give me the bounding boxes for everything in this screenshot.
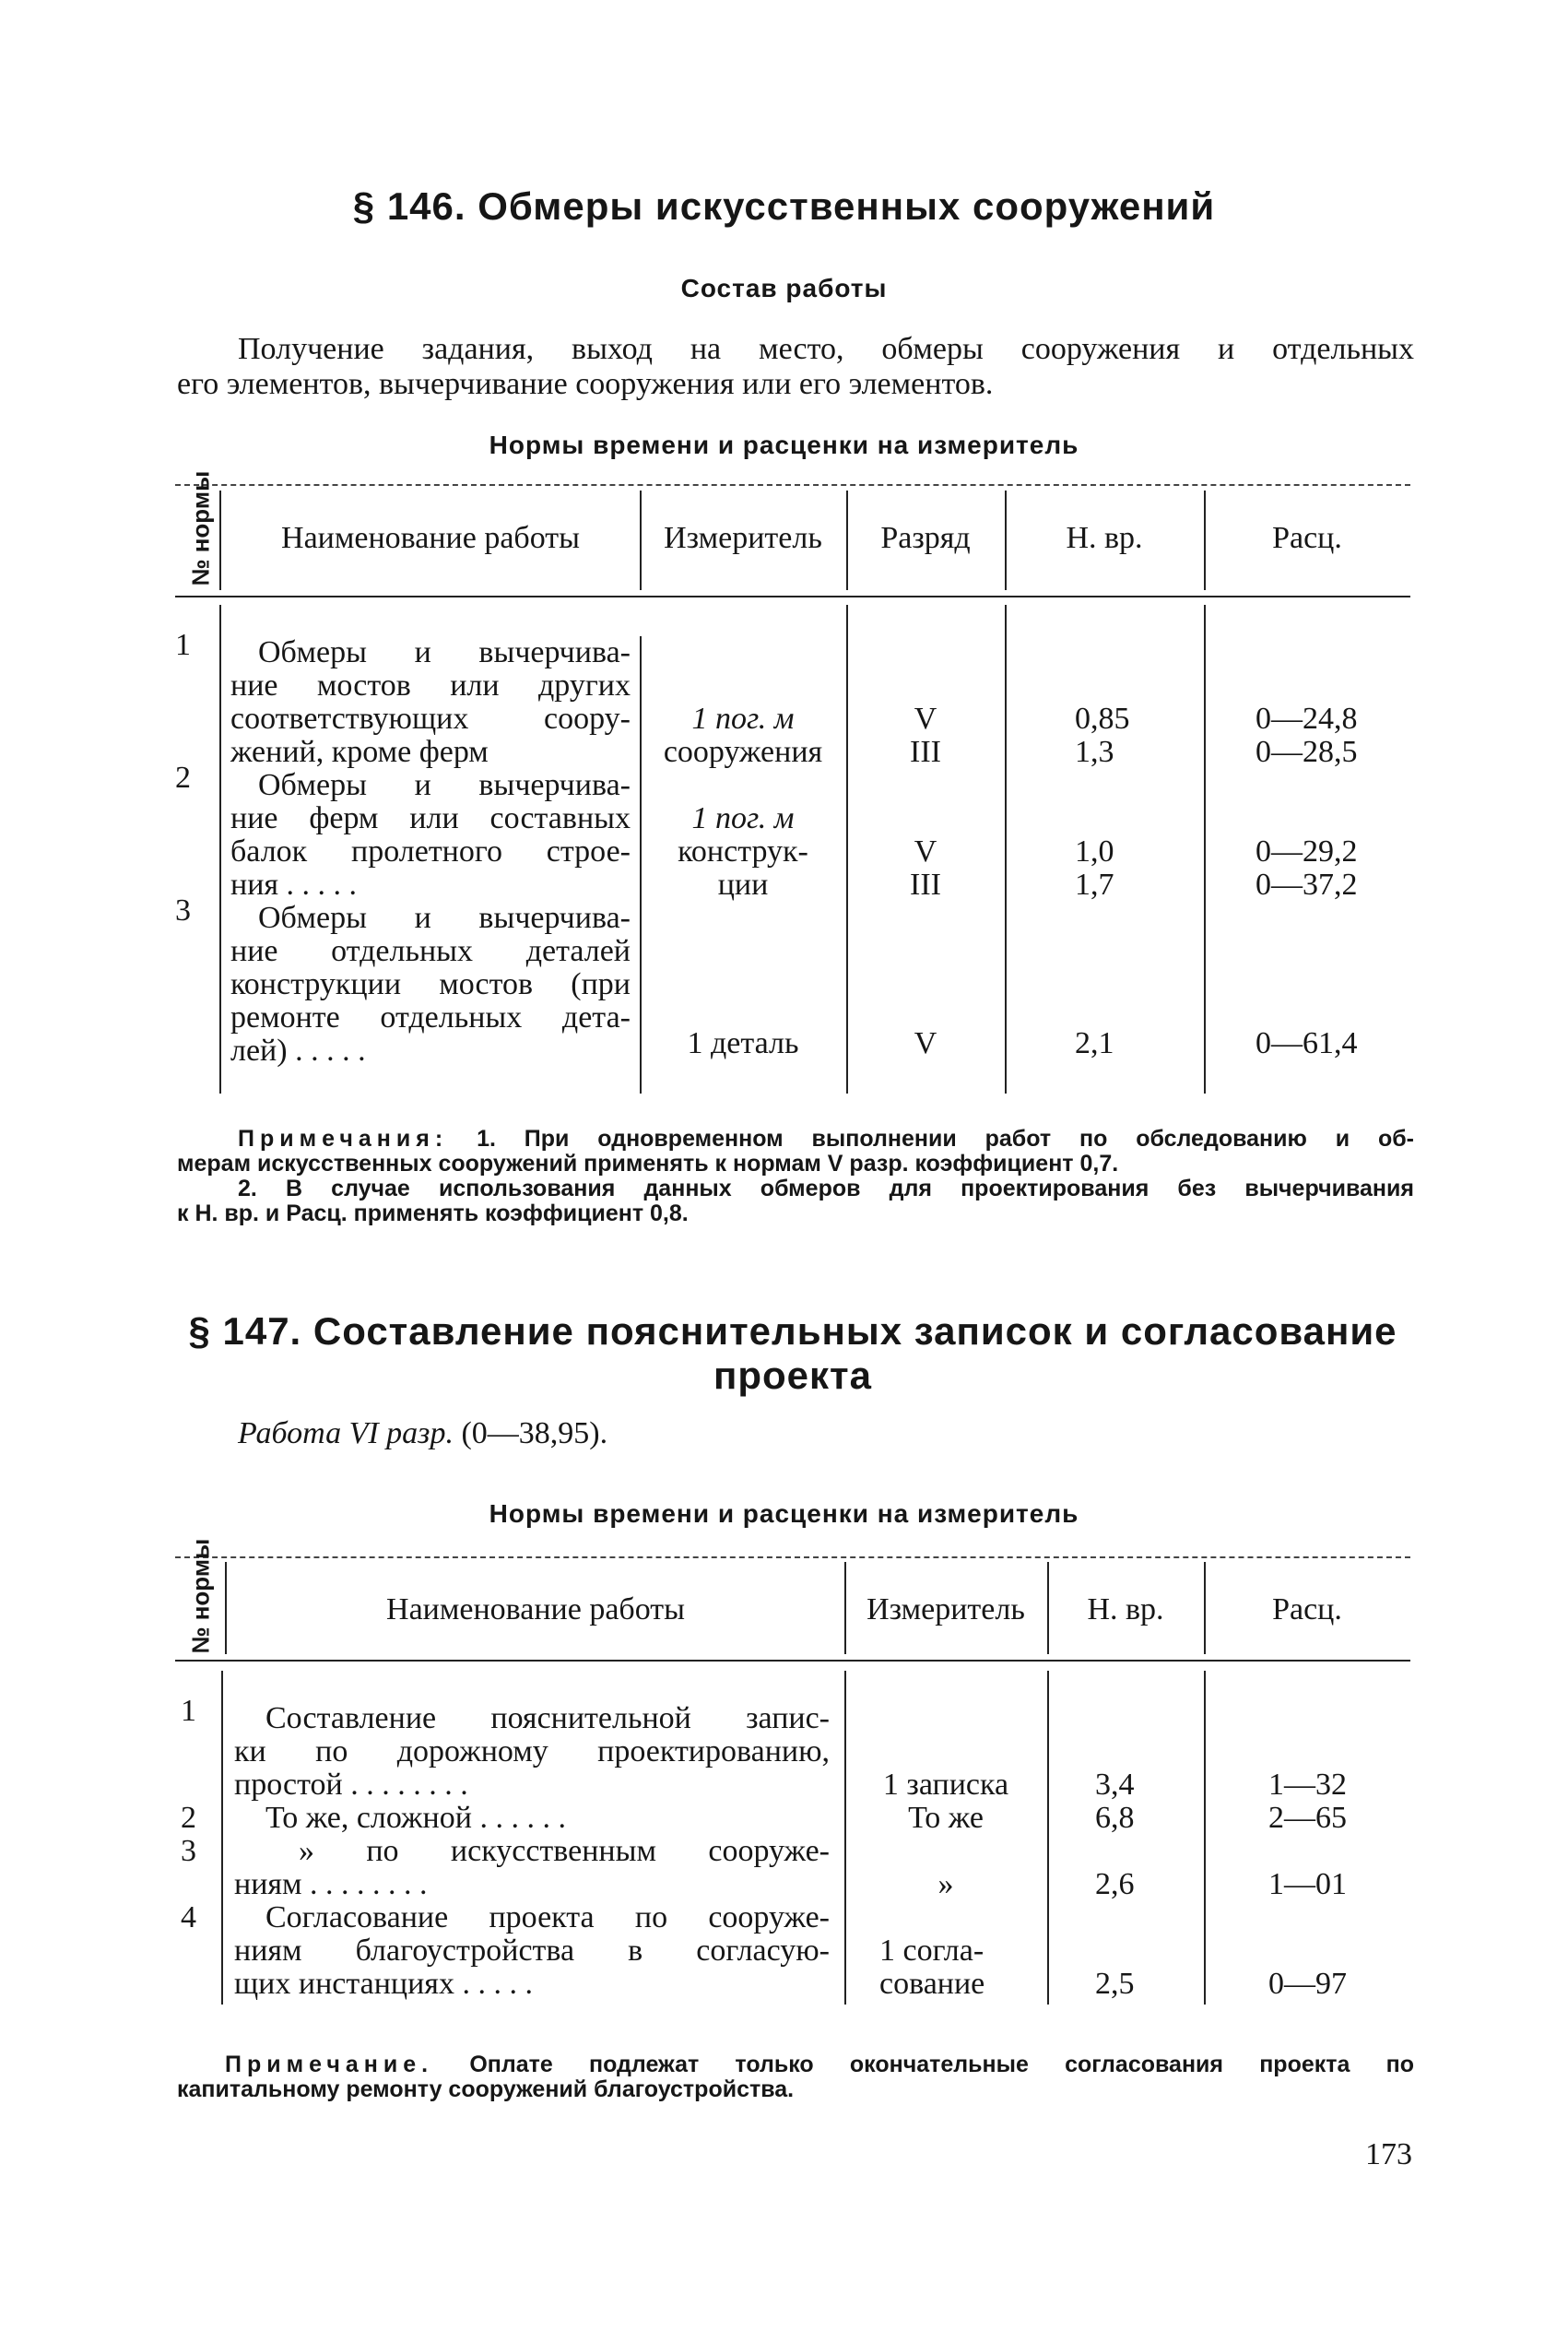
note-147-line2: капитальному ремонту сооружений благоустройства. bbox=[177, 2076, 795, 2102]
row-time-norm: 2,5 bbox=[1095, 1967, 1135, 2001]
row-time-norm: 0,85 bbox=[1075, 702, 1130, 736]
row-price: 0—24,8 bbox=[1256, 702, 1358, 736]
row-work-name-line: Составление пояснительной запис- bbox=[265, 1701, 830, 1735]
row-time-norm: 1,3 bbox=[1075, 735, 1114, 769]
header-work-name: Наименование работы bbox=[386, 1592, 685, 1626]
row-unit-line: 1 деталь bbox=[687, 1026, 799, 1060]
header-price: Расц. bbox=[1272, 1592, 1342, 1626]
notes-146-line2: мерам искусственных сооружений применять к нормам V разр. коэффициент 0,7. bbox=[177, 1151, 1119, 1177]
row-number: 3 bbox=[175, 893, 191, 928]
row-work-name-line: ки по дорожному проектированию, bbox=[234, 1734, 830, 1768]
row-work-name-line: ние отдельных деталей bbox=[230, 934, 631, 968]
header-time-norm: Н. вр. bbox=[1066, 521, 1143, 555]
row-grade: III bbox=[910, 735, 941, 769]
row-number: 2 bbox=[175, 761, 191, 795]
row-work-name-line: конструкции мостов (при bbox=[230, 967, 631, 1001]
row-price: 0—61,4 bbox=[1256, 1026, 1358, 1060]
row-unit: То же bbox=[908, 1801, 984, 1835]
row-unit-line: сование bbox=[879, 1967, 985, 2001]
row-price: 0—28,5 bbox=[1256, 735, 1358, 769]
row-work-name-line: Обмеры и вычерчива- bbox=[258, 901, 631, 935]
row-time-norm: 6,8 bbox=[1095, 1801, 1135, 1835]
notes-146-line1: Примечания: 1. При одновременном выполнении работ по обследованию и об- bbox=[238, 1126, 1414, 1152]
row-grade: III bbox=[910, 868, 941, 902]
work-grade-line: Работа VI разр. (0—38,95). bbox=[238, 1416, 608, 1450]
notes-146-line3: 2. В случае использования данных обмеров для проектирования без вычерчивания bbox=[238, 1176, 1414, 1201]
row-work-name-line: » по искусственным сооруже- bbox=[299, 1834, 830, 1868]
row-number: 2 bbox=[181, 1801, 196, 1835]
note-147-line1: Примечание. Оплате подлежат только окончательные согласования проекта по bbox=[225, 2052, 1414, 2077]
row-price: 1—01 bbox=[1268, 1867, 1347, 1901]
section-147-title-line1: § 147. Составление пояснительных записок и согласование bbox=[188, 1309, 1397, 1353]
header-unit: Измеритель bbox=[664, 521, 822, 555]
row-unit-line: ции bbox=[717, 868, 769, 902]
row-price: 1—32 bbox=[1268, 1768, 1347, 1802]
composition-text-line2: его элементов, вычерчивание сооружения или его элементов. bbox=[177, 367, 994, 401]
row-work-name-line: Обмеры и вычерчива- bbox=[258, 768, 631, 802]
row-unit-line: конструк- bbox=[678, 834, 808, 869]
header-work-name: Наименование работы bbox=[281, 521, 580, 555]
row-work-name-line: ние мостов или других bbox=[230, 668, 631, 703]
row-work-name-line: ремонте отдельных дета- bbox=[230, 1000, 631, 1035]
composition-heading: Состав работы bbox=[680, 274, 888, 302]
row-work-name-line: То же, сложной . . . . . . bbox=[265, 1801, 566, 1835]
row-unit-line: 1 пог. м bbox=[691, 702, 795, 736]
row-work-name-line: Обмеры и вычерчива- bbox=[258, 635, 631, 669]
table1-heading: Нормы времени и расценки на измеритель bbox=[489, 431, 1079, 459]
row-unit-line: 1 пог. м bbox=[691, 801, 795, 835]
row-work-name-line: соответствующих соору- bbox=[230, 702, 631, 736]
row-work-name-line: ниям благоустройства в согласую- bbox=[234, 1934, 830, 1968]
row-grade: V bbox=[914, 702, 937, 736]
row-work-name-line: щих инстанциях . . . . . bbox=[234, 1967, 533, 2001]
row-unit-line: сооружения bbox=[663, 735, 823, 769]
row-unit: » bbox=[937, 1867, 954, 1901]
header-price: Расц. bbox=[1272, 521, 1342, 555]
table2-heading: Нормы времени и расценки на измеритель bbox=[489, 1499, 1079, 1528]
row-work-name-line: балок пролетного строе- bbox=[230, 834, 631, 869]
row-unit-line: 1 согла- bbox=[879, 1934, 984, 1968]
row-unit: 1 записка bbox=[882, 1768, 1009, 1802]
row-grade: V bbox=[914, 834, 937, 869]
row-time-norm: 1,7 bbox=[1075, 868, 1114, 902]
notes-146-line4: к Н. вр. и Расц. применять коэффициент 0,8. bbox=[177, 1200, 689, 1226]
row-price: 2—65 bbox=[1268, 1801, 1347, 1835]
header-norm-number: № нормы bbox=[186, 470, 215, 586]
row-price: 0—37,2 bbox=[1256, 868, 1358, 902]
row-work-name-line: Согласование проекта по сооруже- bbox=[265, 1900, 830, 1934]
row-time-norm: 1,0 bbox=[1075, 834, 1114, 869]
row-time-norm: 2,1 bbox=[1075, 1026, 1114, 1060]
header-time-norm: Н. вр. bbox=[1087, 1592, 1164, 1626]
row-time-norm: 2,6 bbox=[1095, 1867, 1135, 1901]
header-unit: Измеритель bbox=[867, 1592, 1025, 1626]
row-price: 0—29,2 bbox=[1256, 834, 1358, 869]
row-work-name-line: лей) . . . . . bbox=[230, 1034, 366, 1068]
row-work-name-line: ниям . . . . . . . . bbox=[234, 1867, 428, 1901]
row-number: 3 bbox=[181, 1834, 196, 1868]
composition-text-line1: Получение задания, выход на место, обмеры сооружения и отдельных bbox=[238, 332, 1414, 366]
row-number: 4 bbox=[181, 1900, 196, 1934]
row-work-name-line: ние ферм или составных bbox=[230, 801, 631, 835]
row-grade: V bbox=[914, 1026, 937, 1060]
section-147-title-line2: проекта bbox=[713, 1354, 872, 1397]
row-time-norm: 3,4 bbox=[1095, 1768, 1135, 1802]
page-number: 173 bbox=[1365, 2137, 1412, 2171]
header-norm-number: № нормы bbox=[186, 1538, 215, 1654]
row-number: 1 bbox=[175, 628, 191, 662]
row-work-name-line: ния . . . . . bbox=[230, 868, 358, 902]
section-146-title: § 146. Обмеры искусственных сооружений bbox=[352, 184, 1216, 228]
row-price: 0—97 bbox=[1268, 1967, 1347, 2001]
row-number: 1 bbox=[181, 1694, 196, 1728]
header-grade: Разряд bbox=[880, 521, 971, 555]
row-work-name-line: простой . . . . . . . . bbox=[234, 1768, 468, 1802]
row-work-name-line: жений, кроме ферм bbox=[230, 735, 489, 769]
